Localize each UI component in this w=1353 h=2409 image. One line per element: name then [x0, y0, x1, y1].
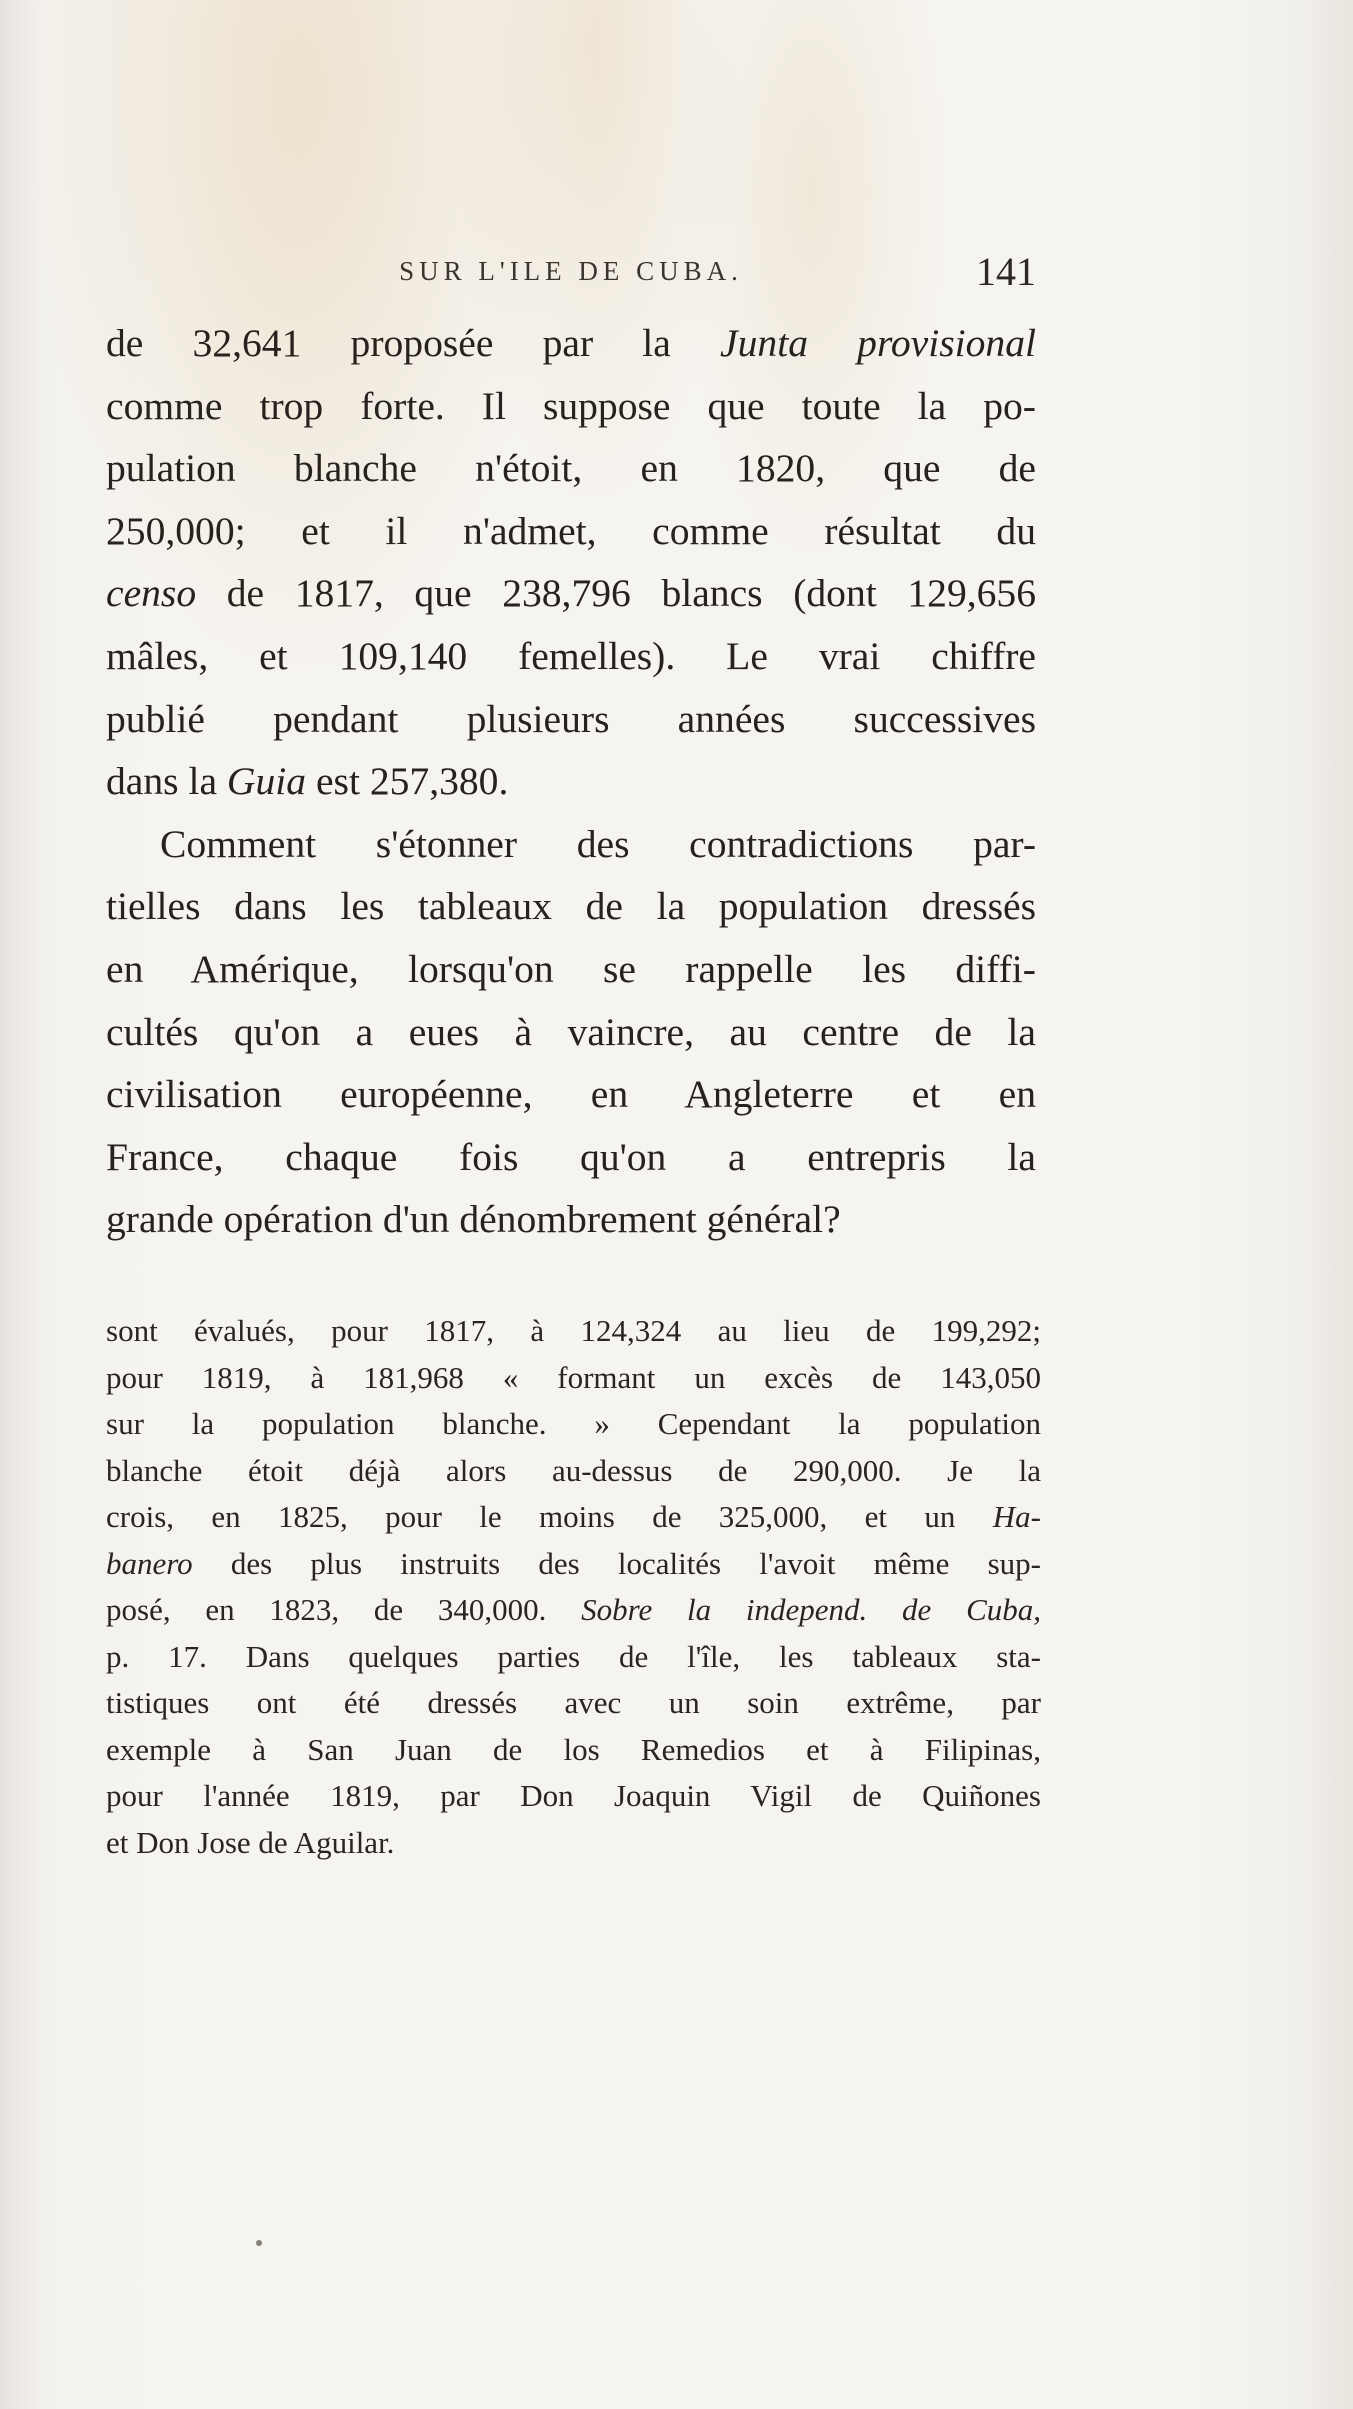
- footnote: [106, 1308, 1041, 1866]
- text-run: pulation blanche n'étoit, en 1820, que de: [106, 446, 1036, 491]
- italic-run: Sobre la independ. de Cuba,: [581, 1592, 1041, 1627]
- text-run: France, chaque fois qu'on a entrepris la: [106, 1134, 1036, 1179]
- page-number: 141: [976, 249, 1036, 294]
- text-line: [106, 1001, 1036, 1064]
- text-run: exemple à San Juan de los Remedios et à Filipinas,: [106, 1731, 1041, 1767]
- text-line: [106, 437, 1036, 500]
- text-run: grande opération d'un dénombrement général?: [106, 1197, 841, 1242]
- text-run: comme trop forte. Il suppose que toute la po-: [106, 383, 1036, 428]
- text-line: [106, 875, 1036, 938]
- italic-run: banero: [106, 1545, 193, 1581]
- text-line: [106, 750, 1036, 813]
- text-run: sur la population blanche. » Cependant la population: [106, 1406, 1041, 1441]
- text-line: [106, 625, 1036, 688]
- text-line: [106, 1063, 1036, 1126]
- text-line: [106, 1680, 1041, 1727]
- text-line: [106, 938, 1036, 1001]
- italic-run: Guia: [226, 759, 307, 804]
- text-run: civilisation européenne, en Angleterre et en: [106, 1072, 1036, 1117]
- text-line: [106, 312, 1036, 375]
- running-head: [106, 248, 1036, 298]
- text-run: publié pendant plusieurs années successives: [106, 696, 1036, 741]
- text-line: [106, 1355, 1041, 1402]
- text-line: [106, 1820, 1041, 1867]
- text-line: [106, 1494, 1041, 1541]
- text-line: [106, 1541, 1041, 1588]
- text-line: [106, 1727, 1041, 1774]
- text-run: tielles dans les tableaux de la population dressés: [106, 884, 1036, 929]
- italic-run: censo: [106, 571, 197, 616]
- text-line: [106, 500, 1036, 563]
- text-run: est 257,380.: [306, 759, 509, 804]
- text-run: blanche étoit déjà alors au-dessus de 290,000. Je la: [106, 1452, 1041, 1488]
- text-run: cultés qu'on a eues à vaincre, au centre de la: [106, 1009, 1036, 1054]
- text-line: [106, 562, 1036, 625]
- text-run: sont évalués, pour 1817, à 124,324 au lieu de 199,292;: [106, 1313, 1041, 1348]
- italic-run: Ha-: [992, 1499, 1041, 1534]
- text-line: [106, 1587, 1041, 1634]
- paper-speck: [256, 2240, 262, 2246]
- text-line: [106, 1126, 1036, 1189]
- text-run: de 32,641 proposée par la: [106, 321, 721, 365]
- text-line: [106, 1308, 1041, 1355]
- text-line: [106, 1188, 1036, 1251]
- text-run: crois, en 1825, pour le moins de 325,000, et un: [106, 1499, 993, 1534]
- paragraph-2: [106, 813, 1036, 1251]
- italic-run: Junta provisional: [720, 321, 1036, 365]
- text-line: [106, 688, 1036, 751]
- text-run: p. 17. Dans quelques parties de l'île, les tableaux sta-: [106, 1638, 1041, 1674]
- text-run: pour 1819, à 181,968 « formant un excès de 143,050: [106, 1359, 1041, 1395]
- text-line: [106, 813, 1036, 876]
- text-run: pour l'année 1819, par Don Joaquin Vigil de Quiñones: [106, 1778, 1041, 1813]
- text-line: [106, 1634, 1041, 1681]
- text-line: [106, 1773, 1041, 1820]
- main-text: [106, 312, 1036, 1251]
- text-run: tistiques ont été dressés avec un soin extrême, par: [106, 1685, 1041, 1720]
- text-run: Comment s'étonner des contradictions par-: [160, 821, 1036, 866]
- text-run: des plus instruits des localités l'avoit même sup-: [192, 1545, 1041, 1581]
- text-line: [106, 375, 1036, 438]
- text-run: et Don Jose de Aguilar.: [106, 1824, 395, 1860]
- text-run: dans la: [106, 759, 227, 804]
- text-run: posé, en 1823, de 340,000.: [106, 1592, 582, 1627]
- paragraph-1: [106, 312, 1036, 813]
- text-line: [106, 1448, 1041, 1495]
- text-run: en Amérique, lorsqu'on se rappelle les diffi-: [106, 946, 1036, 991]
- text-run: mâles, et 109,140 femelles). Le vrai chiffre: [106, 633, 1036, 678]
- text-run: 250,000; et il n'admet, comme résultat du: [106, 508, 1036, 553]
- text-run: de 1817, que 238,796 blancs (dont 129,656: [196, 571, 1036, 616]
- running-title: SUR L'ILE DE CUBA.: [399, 256, 743, 286]
- text-line: [106, 1401, 1041, 1448]
